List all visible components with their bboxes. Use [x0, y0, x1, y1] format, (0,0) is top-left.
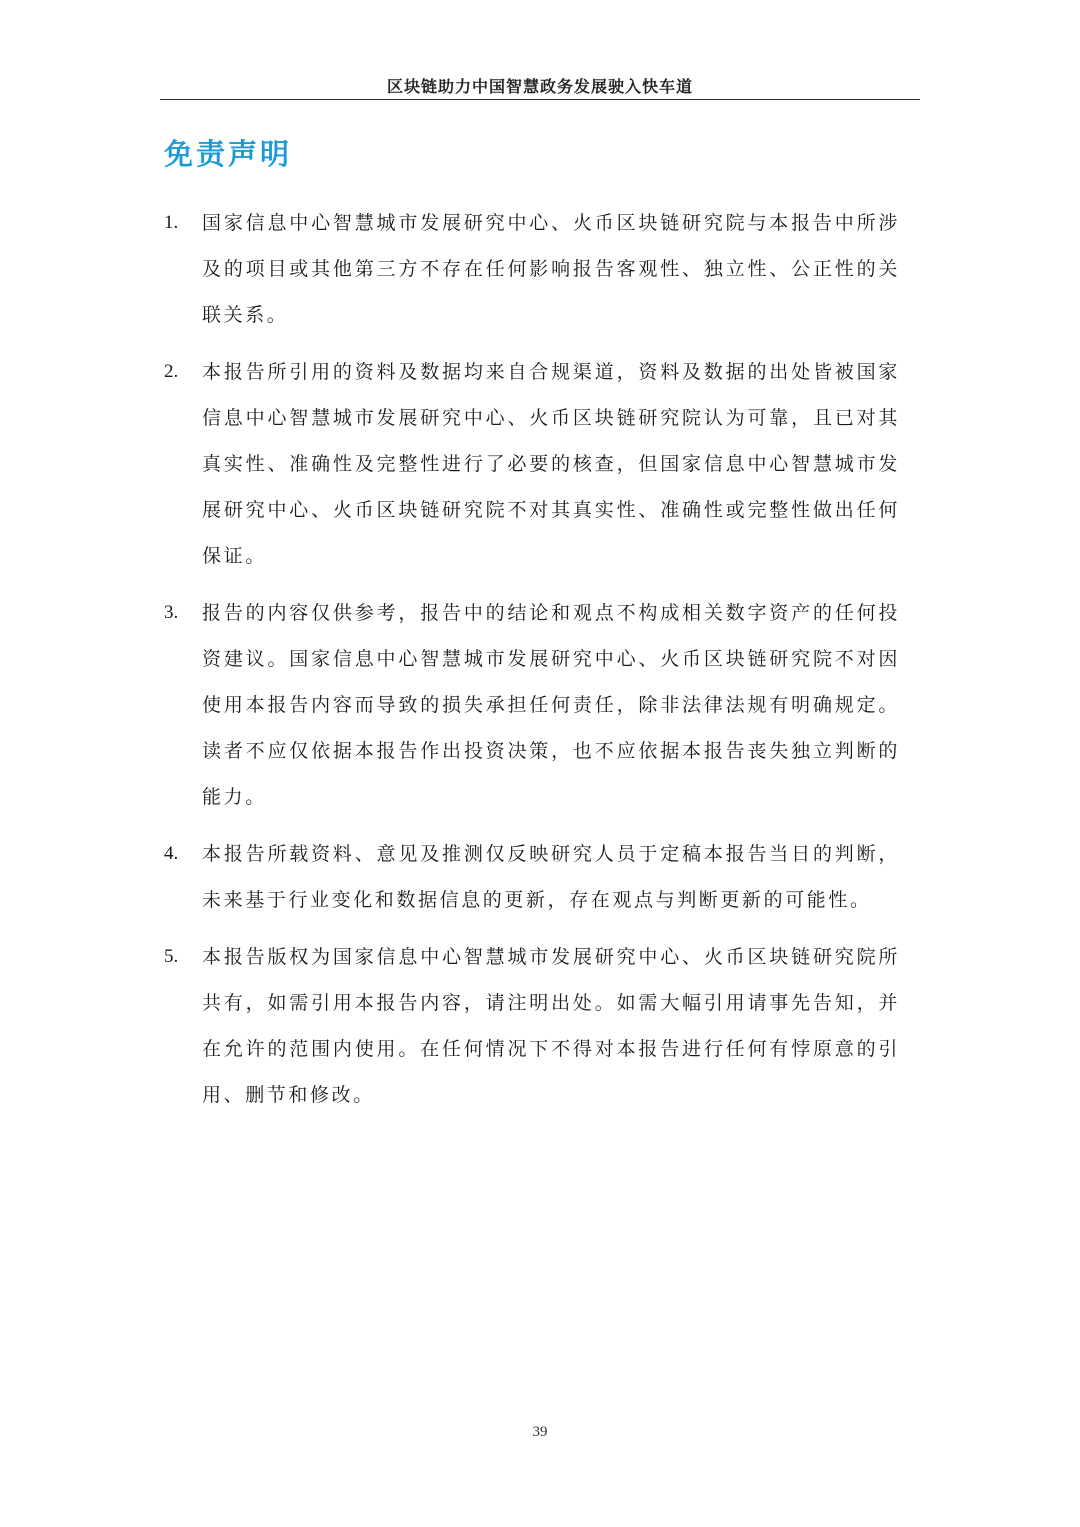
- list-item: [160, 934, 900, 1118]
- item-number: 3.: [164, 602, 179, 623]
- item-number: 5.: [164, 946, 179, 967]
- header-divider: [160, 99, 920, 100]
- list-item: [160, 590, 900, 820]
- running-header: 区块链助力中国智慧政务发展驶入快车道: [386, 77, 693, 96]
- item-number: 2.: [164, 361, 179, 382]
- item-text: 报告的内容仅供参考，报告中的结论和观点不构成相关数字资产的任何投资建议。国家信息中心智慧城市发展研究中心、火币区块链研究院不对因使用本报告内容而导致的损失承担任何责任，除非法律法规有明确规定。读者不应仅依据本报告作出投资决策，也不应依据本报告丧失独立判断的能力。: [202, 602, 900, 808]
- disclaimer-list: [160, 200, 900, 1129]
- item-number: 1.: [164, 212, 179, 233]
- item-text: 本报告所载资料、意见及推测仅反映研究人员于定稿本报告当日的判断，未来基于行业变化和数据信息的更新，存在观点与判断更新的可能性。: [202, 843, 900, 911]
- page-number: 39: [532, 1424, 548, 1440]
- list-item: [160, 349, 900, 579]
- item-text: 国家信息中心智慧城市发展研究中心、火币区块链研究院与本报告中所涉及的项目或其他第三方不存在任何影响报告客观性、独立性、公正性的关联关系。: [202, 212, 900, 326]
- item-text: 本报告所引用的资料及数据均来自合规渠道，资料及数据的出处皆被国家信息中心智慧城市发展研究中心、火币区块链研究院认为可靠，且已对其真实性、准确性及完整性进行了必要的核查，但国家信息中心智慧城市发展研究中心、火币区块链研究院不对其真实性、准确性或完整性做出任何保证。: [202, 361, 900, 567]
- list-item: [160, 831, 900, 923]
- item-number: 4.: [164, 843, 179, 864]
- section-title: 免责声明: [164, 137, 293, 171]
- list-item: [160, 200, 900, 338]
- item-text: 本报告版权为国家信息中心智慧城市发展研究中心、火币区块链研究院所共有，如需引用本报告内容，请注明出处。如需大幅引用请事先告知，并在允许的范围内使用。在任何情况下不得对本报告进行任何有悖原意的引用、删节和修改。: [202, 946, 900, 1106]
